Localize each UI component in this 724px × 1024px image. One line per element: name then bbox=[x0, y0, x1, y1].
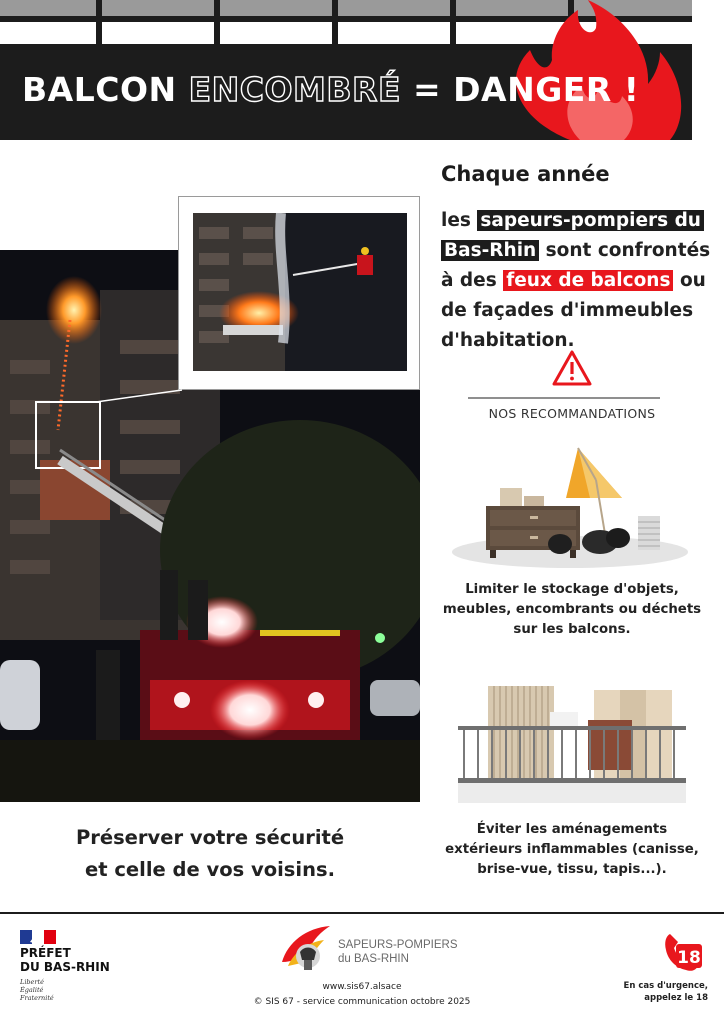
sdis-name: SAPEURS-POMPIERS du BAS-RHIN bbox=[338, 939, 458, 965]
divider bbox=[468, 397, 660, 399]
slogan: Préserver votre sécurité et celle de vos voisins. bbox=[75, 826, 345, 881]
copyright: © SIS 67 - service communication octobre 2025 bbox=[253, 997, 471, 1007]
header-banner bbox=[0, 0, 692, 140]
recommendations-title: NOS RECOMMANDATIONS bbox=[488, 406, 656, 421]
footer-divider bbox=[0, 912, 724, 914]
highlight-sapeurs: sapeurs-pompiers du bbox=[477, 210, 704, 231]
emergency-number: 18 bbox=[677, 948, 701, 968]
inset-photo-frame bbox=[178, 196, 420, 390]
balcony-clutter-illustration bbox=[450, 440, 690, 570]
sdis-logo-icon bbox=[278, 922, 334, 976]
warning-icon bbox=[552, 350, 592, 386]
marianne-flag-icon bbox=[20, 930, 56, 944]
intro-text: les sapeurs-pompiers du Bas-Rhin sont confrontés à des feux de balcons ou de façades d'immeubles d'habitation. bbox=[441, 210, 711, 351]
devise: Liberté Égalité Fraternité bbox=[20, 978, 54, 1002]
website-link[interactable]: www.sis67.alsace bbox=[322, 982, 402, 992]
headline: BALCON ENCOMBRÉ = DANGER ! bbox=[22, 70, 640, 109]
highlight-bas-rhin: Bas-Rhin bbox=[441, 240, 539, 261]
recommendation-1: Limiter le stockage d'objets, meubles, encombrants ou déchets sur les balcons. bbox=[442, 582, 702, 637]
recommendation-2: Éviter les aménagements extérieurs inflammables (canisse, brise-vue, tissu, tapis...). bbox=[445, 822, 699, 877]
balcony-screens-illustration bbox=[458, 686, 686, 804]
emergency-text: En cas d'urgence, appelez le 18 bbox=[623, 981, 708, 1003]
prefet-logo-text: PRÉFET DU BAS-RHIN bbox=[20, 946, 110, 974]
zoom-connector bbox=[96, 388, 186, 448]
inset-photo bbox=[193, 213, 407, 371]
highlight-feux: feux de balcons bbox=[503, 270, 673, 291]
phone-icon bbox=[664, 930, 704, 972]
intro-heading: Chaque année bbox=[441, 162, 610, 186]
